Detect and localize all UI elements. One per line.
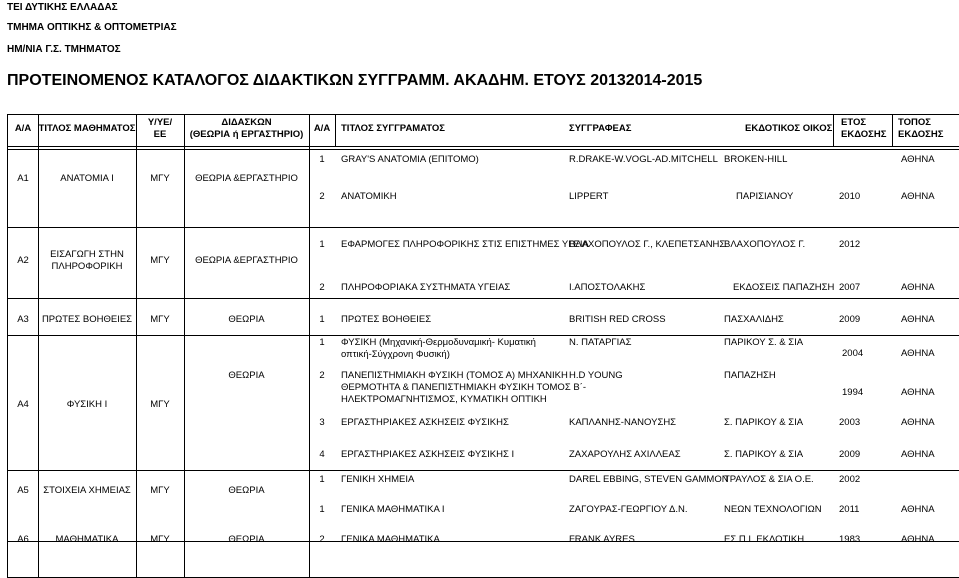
book-aa: 1 bbox=[319, 474, 325, 485]
col-header-book-title: ΤΙΤΛΟΣ ΣΥΓΓΡΑΜΑΤΟΣ bbox=[341, 123, 446, 134]
col-header-authors: ΣΥΓΓΡΑΦΕΑΣ bbox=[569, 123, 632, 134]
book-year: 2010 bbox=[839, 191, 861, 202]
header-double-border bbox=[8, 149, 959, 150]
book-title: ΓΕΝΙΚΑ ΜΑΘΗΜΑΤΙΚΑ bbox=[341, 534, 440, 545]
row-border bbox=[8, 298, 959, 299]
book-title: ΦΥΣΙΚΗ (Μηχανική-Θερμοδυναμική- Κυματική οπτική-Σύγχρονη Φυσική) bbox=[341, 337, 536, 360]
book-publisher: ΠΑΣΧΑΛΙΔΗΣ bbox=[724, 314, 784, 325]
book-year: 2002 bbox=[839, 474, 861, 485]
book-authors: ΚΑΠΛΑΝΗΣ-ΝΑΝΟΥΣΗΣ bbox=[569, 417, 677, 428]
page-title bbox=[7, 72, 702, 90]
book-title: ΑΝΑΤΟΜΙΚΗ bbox=[341, 191, 397, 202]
col-header-course: ΤΙΤΛΟΣ ΜΑΘΗΜΑΤΟΣ bbox=[38, 123, 136, 134]
course-title: ΣΤΟΙΧΕΙΑ ΧΗΜΕΙΑΣ bbox=[43, 485, 131, 496]
book-place: ΑΘΗΝΑ bbox=[901, 154, 935, 165]
course-type: ΜΓΥ bbox=[150, 534, 170, 545]
book-title: GRAY'S ANATOMIA (ΕΠΙΤΟΜΟ) bbox=[341, 154, 479, 165]
column-border bbox=[892, 115, 893, 146]
book-authors: ΖΑΓΟΥΡΑΣ-ΓΕΩΡΓΙΟΥ Δ.Ν. bbox=[569, 504, 688, 515]
book-authors: H.D YOUNG bbox=[569, 370, 623, 381]
book-title: ΠΡΩΤΕΣ ΒΟΗΘΕΙΕΣ bbox=[341, 314, 432, 325]
book-aa: 1 bbox=[319, 314, 325, 325]
col-header-aa: Α/Α bbox=[14, 123, 32, 134]
book-title: ΕΦΑΡΜΟΓΕΣ ΠΛΗΡΟΦΟΡΙΚΗΣ ΣΤΙΣ ΕΠΙΣΤΗΜΕΣ ΥΓΕΙΑ bbox=[341, 239, 589, 250]
course-type: ΜΓΥ bbox=[150, 485, 170, 496]
course-type: ΜΓΥ bbox=[150, 314, 170, 325]
col-header-type: Υ/ΥΕ/ ΕΕ bbox=[147, 117, 173, 140]
book-aa: 1 bbox=[319, 154, 325, 165]
book-year: 2007 bbox=[839, 282, 861, 293]
course-aa: Α4 bbox=[17, 399, 29, 410]
department-name: ΤΜΗΜΑ ΟΠΤΙΚΗΣ & ΟΠΤΟΜΕΤΡΙΑΣ bbox=[7, 22, 177, 33]
book-title: ΠΛΗΡΟΦΟΡΙΑΚΑ ΣΥΣΤΗΜΑΤΑ ΥΓΕΙΑΣ bbox=[341, 282, 511, 293]
book-authors: Ι.ΑΠΟΣΤΟΛΑΚΗΣ bbox=[569, 282, 646, 293]
assembly-date-label: ΗΜ/ΝΙΑ Γ.Σ. ΤΜΗΜΑΤΟΣ bbox=[7, 44, 121, 55]
col-header-aa-book: Α/Α bbox=[313, 123, 331, 134]
row-border bbox=[8, 470, 959, 471]
page-title-years: 2014-2015 bbox=[625, 72, 703, 89]
book-aa: 2 bbox=[319, 370, 325, 381]
book-authors: ΖΑΧΑΡΟΥΛΗΣ ΑΧΙΛΛΕΑΣ bbox=[569, 449, 681, 460]
course-aa: Α2 bbox=[17, 255, 29, 266]
book-title: ΠΑΝΕΠΙΣΤΗΜΙΑΚΗ ΦΥΣΙΚΗ (ΤΟΜΟΣ Α) ΜΗΧΑΝΙΚΗ ΘΕΡΜΟΤΗΤΑ & ΠΑΝΕΠΙΣΤΗΜΙΑΚΗ ΦΥΣΙΚΗ ΤΟΜΟΣ Β΄- ΗΛΕΚΤΡΟΜΑΓΝΗΤΙΣΜΟΣ, ΚΥΜΑΤΙΚΗ ΟΠΤΙΚΗ bbox=[341, 370, 586, 405]
book-publisher: Σ. ΠΑΡΙΚΟΥ & ΣΙΑ bbox=[724, 449, 804, 460]
course-title: ΕΙΣΑΓΩΓΗ ΣΤΗΝ ΠΛΗΡΟΦΟΡΙΚΗ bbox=[50, 249, 124, 272]
book-authors: Ν. ΠΑΤΑΡΓΙΑΣ bbox=[569, 337, 632, 348]
book-aa: 2 bbox=[319, 534, 325, 545]
book-aa: 1 bbox=[319, 239, 325, 250]
book-publisher: ΒΛΑΧΟΠΟΥΛΟΣ Γ. bbox=[724, 239, 806, 250]
book-year: 2009 bbox=[839, 449, 861, 460]
book-publisher: ΕΚΔΟΣΕΙΣ ΠΑΠΑΖΗΣΗ bbox=[733, 282, 835, 293]
course-title: ΦΥΣΙΚΗ Ι bbox=[66, 399, 108, 410]
book-place: ΑΘΗΝΑ bbox=[901, 534, 935, 545]
column-border bbox=[335, 115, 336, 146]
book-place: ΑΘΗΝΑ bbox=[901, 282, 935, 293]
book-year: 2012 bbox=[839, 239, 861, 250]
course-teaching: ΘΕΩΡΙΑ bbox=[228, 485, 265, 496]
institution-name: ΤΕΙ ΔΥΤΙΚΗΣ ΕΛΛΑΔΑΣ bbox=[7, 2, 118, 13]
row-border bbox=[8, 335, 959, 336]
book-place: ΑΘΗΝΑ bbox=[901, 348, 935, 359]
course-teaching: ΘΕΩΡΙΑ &ΕΡΓΑΣΤΗΡΙΟ bbox=[195, 173, 298, 184]
col-header-teaching: ΔΙΔΑΣΚΩΝ (ΘΕΩΡΙΑ ή ΕΡΓΑΣΤΗΡΙΟ) bbox=[189, 117, 304, 140]
course-type: ΜΓΥ bbox=[150, 399, 170, 410]
book-place: ΑΘΗΝΑ bbox=[901, 191, 935, 202]
book-authors: ΒΛΑΧΟΠΟΥΛΟΣ Γ., ΚΛΕΠΕΤΣΑΝΗΣ bbox=[569, 239, 726, 250]
book-publisher: BROKEN-HILL bbox=[724, 154, 788, 165]
book-title: ΓΕΝΙΚΗ ΧΗΜΕΙΑ bbox=[341, 474, 415, 485]
book-year: 2003 bbox=[839, 417, 861, 428]
page-title-main: ΠΡΟΤΕΙΝΟΜΕΝΟΣ ΚΑΤΑΛΟΓΟΣ ΔΙΔΑΚΤΙΚΩΝ ΣΥΓΓΡΑΜΜ. ΑΚΑΔΗΜ. ΕΤΟΥΣ 2013 bbox=[7, 72, 626, 89]
book-publisher: Σ. ΠΑΡΙΚΟΥ & ΣΙΑ bbox=[724, 417, 804, 428]
book-year: 2009 bbox=[839, 314, 861, 325]
course-aa: Α6 bbox=[17, 534, 29, 545]
book-authors: BRITISH RED CROSS bbox=[569, 314, 666, 325]
book-authors: R.DRAKE-W.VOGL-AD.MITCHELL bbox=[569, 154, 718, 165]
course-title: ΜΑΘΗΜΑΤΙΚΑ bbox=[55, 534, 119, 545]
book-title: ΓΕΝΙΚΑ ΜΑΘΗΜΑΤΙΚΑ Ι bbox=[341, 504, 445, 515]
book-place: ΑΘΗΝΑ bbox=[901, 387, 935, 398]
book-year: 2004 bbox=[842, 348, 864, 359]
course-teaching: ΘΕΩΡΙΑ bbox=[228, 534, 265, 545]
course-teaching: ΘΕΩΡΙΑ bbox=[228, 370, 265, 381]
course-title: ΠΡΩΤΕΣ ΒΟΗΘΕΙΕΣ bbox=[41, 314, 133, 325]
course-type: ΜΓΥ bbox=[150, 255, 170, 266]
book-publisher: ΠΑΡΙΣΙΑΝΟΥ bbox=[736, 191, 794, 202]
column-border bbox=[833, 115, 834, 146]
book-authors: FRANK AYRES bbox=[569, 534, 635, 545]
book-year: 1994 bbox=[842, 387, 864, 398]
book-aa: 3 bbox=[319, 417, 325, 428]
book-year: 2011 bbox=[839, 504, 860, 515]
book-title: ΕΡΓΑΣΤΗΡΙΑΚΕΣ ΑΣΚΗΣΕΙΣ ΦΥΣΙΚΗΣ bbox=[341, 417, 509, 428]
course-aa: Α1 bbox=[17, 173, 29, 184]
book-aa: 2 bbox=[319, 191, 325, 202]
book-authors: LIPPERT bbox=[569, 191, 609, 202]
col-header-publisher: ΕΚΔΟΤΙΚΟΣ ΟΙΚΟΣ bbox=[745, 123, 833, 134]
book-publisher: ΠΑΡΙΚΟΥ Σ. & ΣΙΑ bbox=[724, 337, 804, 348]
book-aa: 1 bbox=[319, 504, 325, 515]
book-publisher: ΤΡΑΥΛΟΣ & ΣΙΑ Ο.Ε. bbox=[724, 474, 814, 485]
book-title: ΕΡΓΑΣΤΗΡΙΑΚΕΣ ΑΣΚΗΣΕΙΣ ΦΥΣΙΚΗΣ Ι bbox=[341, 449, 515, 460]
course-title: ΑΝΑΤΟΜΙΑ Ι bbox=[60, 173, 114, 184]
header-bottom-border bbox=[8, 146, 959, 147]
course-teaching: ΘΕΩΡΙΑ bbox=[228, 314, 265, 325]
book-place: ΑΘΗΝΑ bbox=[901, 504, 935, 515]
course-teaching: ΘΕΩΡΙΑ &ΕΡΓΑΣΤΗΡΙΟ bbox=[195, 255, 298, 266]
book-aa: 4 bbox=[319, 449, 325, 460]
book-place: ΑΘΗΝΑ bbox=[901, 417, 935, 428]
row-border bbox=[8, 227, 959, 228]
book-aa: 2 bbox=[319, 282, 325, 293]
col-header-place: ΤΟΠΟΣ ΕΚΔΟΣΗΣ bbox=[898, 117, 944, 140]
col-header-year: ΕΤΟΣ ΕΚΔΟΣΗΣ bbox=[841, 117, 887, 140]
book-publisher: ΠΑΠΑΖΗΣΗ bbox=[724, 370, 776, 381]
course-aa: Α3 bbox=[17, 314, 29, 325]
book-year: 1983 bbox=[839, 534, 861, 545]
book-publisher: ΕΣ.Π.Ι. ΕΚΔΟΤΙΚΗ bbox=[724, 534, 805, 545]
book-authors: DAREL EBBING, STEVEN GAMMON bbox=[569, 474, 729, 485]
book-publisher: ΝΕΩΝ ΤΕΧΝΟΛΟΓΙΩΝ bbox=[724, 504, 822, 515]
book-catalog-table bbox=[7, 114, 959, 578]
course-type: ΜΓΥ bbox=[150, 173, 170, 184]
course-aa: Α5 bbox=[17, 485, 29, 496]
book-aa: 1 bbox=[319, 337, 325, 348]
book-place: ΑΘΗΝΑ bbox=[901, 314, 935, 325]
book-place: ΑΘΗΝΑ bbox=[901, 449, 935, 460]
